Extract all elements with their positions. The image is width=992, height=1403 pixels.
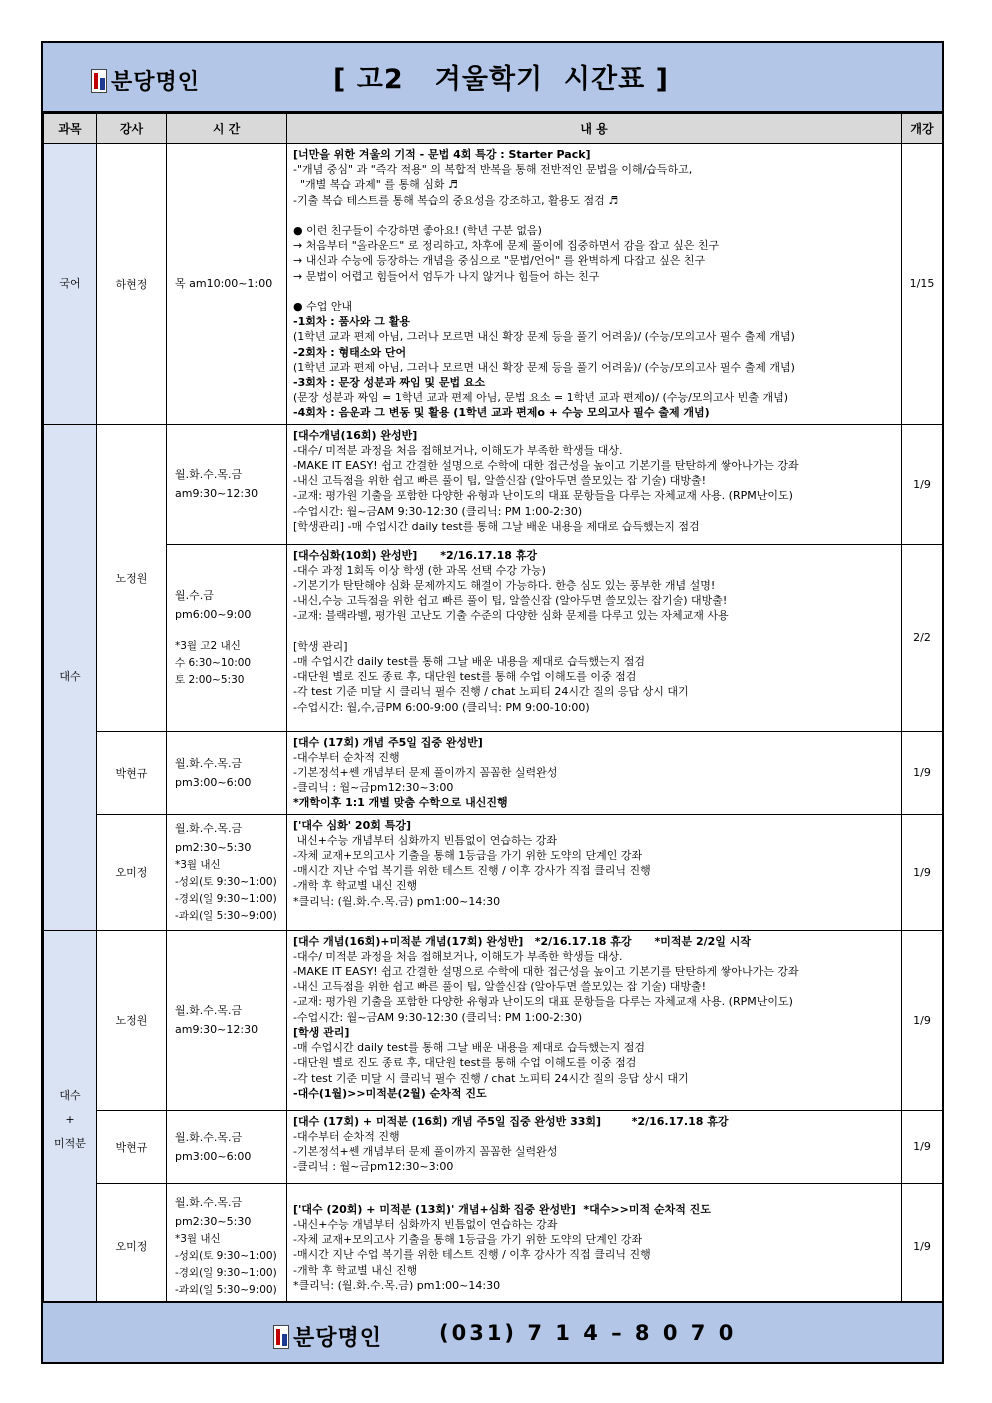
footer-logo [273,1321,382,1352]
content-line: [학생관리] -매 수업시간 daily test를 통해 그날 배운 내용을 제대로 습득했는지 점검 [293,519,700,533]
content-line: -자체 교재+모의고사 기출을 통해 1등급을 가기 위한 도약의 단계인 강좌 [293,849,643,863]
time-text: 목 am10:00~1:00 [175,277,273,291]
time-line: 월.수.금 [175,589,214,603]
time-line: -과외(일 5:30~9:00) [175,910,277,923]
content-line [293,624,895,639]
content-line: -클리닉 : 월~금pm12:30~3:00 [293,1160,454,1174]
content-line: *개학이후 1:1 개별 맞춤 수학으로 내신진행 [293,796,508,810]
table-row [44,424,943,544]
time-cell [167,1110,287,1183]
start-count-cell: 1/9 [902,424,943,544]
content-line: -대수부터 순차적 진행 [293,750,400,764]
content-line: -3회차 : 문장 성분과 짜임 및 문법 요소 [293,376,486,390]
time-cell [167,1183,287,1309]
teacher-cell: 하현정 [97,144,167,425]
teacher-cell: 노정원 [97,930,167,1110]
teacher-cell: 박현규 [97,731,167,814]
time-line: pm2:30~5:30 [175,1215,252,1229]
time-line: 토 2:00~5:30 [175,674,245,687]
start-count-cell: 2/2 [902,544,943,731]
content-line: -교재: 평가원 기출을 포함한 다양한 유형과 난이도의 대표 문항들을 다루는 자체교재 사용. (RPM난이도) [293,489,793,503]
time-main [175,586,286,624]
content-line: -매시간 지난 수업 복기를 위한 테스트 진행 / 이후 강사가 직접 클리닉 진행 [293,864,651,878]
start-count-cell: 1/9 [902,930,943,1110]
content-line: [대수 개념(16회)+미적분 개념(17회) 완성반] *2/16.17.18 휴강 *미적분 2/2일 시작 [293,934,751,948]
content-cell [287,1110,902,1183]
footer-brand-name: 분당명인 [293,1326,383,1351]
time-notes [175,857,286,925]
teacher-cell: 노정원 [97,424,167,731]
content-line: -매시간 지난 수업 복기를 위한 테스트 진행 / 이후 강사가 직접 클리닉 진행 [293,1248,651,1262]
content-line: -대단원 별로 진도 종료 후, 대단원 test를 통해 수업 이해도를 이중 점검 [293,670,637,684]
time-line: *3월 내신 [175,1233,221,1246]
content-line: -대수/ 미적분 과정을 처음 접해보거나, 이해도가 부족한 학생들 대상. [293,443,623,457]
content-line: -대수 과정 1회독 이상 학생 (한 과목 선택 수강 가능) [293,563,546,577]
time-line: -경외(일 9:30~1:00) [175,1267,277,1280]
start-count-cell: 1/15 [902,144,943,425]
content-line: -교재: 평가원 기출을 포함한 다양한 유형과 난이도의 대표 문항들을 다루는 자체교재 사용. (RPM난이도) [293,995,793,1009]
content-line: *클리닉: (월.화.수.목.금) pm1:00~14:30 [293,1278,501,1292]
content-line: -교재: 블랙라벨, 평가원 고난도 기출 수준의 다양한 심화 문제를 다루고 있는 자체교재 사용 [293,609,729,623]
time-line: -성외(토 9:30~1:00) [175,1250,277,1263]
teacher-cell: 오미정 [97,1183,167,1309]
content-line: -각 test 기준 미달 시 클리닉 필수 진행 / chat 노피티 24시간 질의 응답 상시 대기 [293,685,689,699]
time-line: 수 6:30~10:00 [175,657,252,670]
content-line: -1회차 : 품사와 그 활용 [293,315,410,329]
time-line: -성외(토 9:30~1:00) [175,876,277,889]
title-banner [43,43,942,113]
content-line: -대수(1월)>>미적분(2월) 순차적 진도 [293,1086,487,1100]
content-line: -기본정석+쎈 개념부터 문제 풀이까지 꼼꼼한 실력완성 [293,766,558,780]
content-line: [대수 (17회) 개념 주5일 집중 완성반] [293,735,483,749]
time-line: pm2:30~5:30 [175,841,252,855]
time-line: pm6:00~9:00 [175,608,252,622]
time-line: 월.화.수.목.금 [175,756,243,770]
content-cell [287,930,902,1110]
column-header-teacher: 강사 [97,114,167,144]
time-line: -과외(일 5:30~9:00) [175,1284,277,1297]
brand-logo-icon [91,69,107,93]
table-row [44,814,943,930]
content-line: -내신,수능 고득점을 위한 쉽고 빠른 풀이 팁, 알쓸신잡 (알아두면 쓸모있는 잡기술) 대방출! [293,594,728,608]
start-count-cell: 1/9 [902,731,943,814]
content-line: -매 수업시간 daily test를 통해 그날 배운 내용을 제대로 습득했는지 점검 [293,655,646,669]
page-title: [ 고2 겨울학기 시간표 ] [333,64,669,95]
time-line: am9:30~12:30 [175,1023,259,1037]
content-line: [대수심화(10회) 완성반] *2/16.17.18 휴강 [293,548,538,562]
content-cell [287,814,902,930]
time-cell [167,814,287,930]
content-line: -개학 후 학교별 내신 진행 [293,1263,418,1277]
table-row [44,1183,943,1309]
content-line: "개별 복습 과제" 를 통해 심화 ♬ [293,178,458,192]
time-line: pm3:00~6:00 [175,1149,252,1163]
time-cell [167,930,287,1110]
content-line: -기본기가 탄탄해야 심화 문제까지도 해결이 가능하다. 한층 심도 있는 풍부한 개념 설명! [293,579,716,593]
timetable-page [41,41,944,1364]
time-line: -경외(일 9:30~1:00) [175,893,277,906]
content-line: -기본정석+쎈 개념부터 문제 풀이까지 꼼꼼한 실력완성 [293,1145,558,1159]
column-header-content: 내 용 [287,114,902,144]
content-line: -대수/ 미적분 과정을 처음 접해보거나, 이해도가 부족한 학생들 대상. [293,949,623,963]
start-count-cell: 1/9 [902,1110,943,1183]
time-cell [167,731,287,814]
time-cell [167,544,287,731]
table-row [44,144,943,425]
content-line: -2회차 : 형태소와 단어 [293,345,407,359]
time-line: 월.화.수.목.금 [175,1196,243,1210]
content-line: -개학 후 학교별 내신 진행 [293,879,418,893]
table-row [44,1110,943,1183]
phone-number: (031) 7 1 4 – 8 0 7 0 [439,1321,737,1345]
content-line: -수업시간: 월~금AM 9:30-12:30 (클리닉: PM 1:00-2:30) [293,1010,583,1024]
time-line: pm3:00~6:00 [175,775,252,789]
content-cell [287,544,902,731]
content-line: -각 test 기준 미달 시 클리닉 필수 진행 / chat 노피티 24시간 질의 응답 상시 대기 [293,1071,689,1085]
content-line: -내신 고득점을 위한 쉽고 빠른 풀이 팁, 알쓸신잡 (알아두면 쓸모있는 잡 기술) 대방출! [293,474,707,488]
table-row [44,544,943,731]
content-cell [287,731,902,814]
content-cell [287,1183,902,1309]
content-line: *클리닉: (월.화.수.목.금) pm1:00~14:30 [293,894,501,908]
content-line [293,284,895,299]
footer-banner [43,1301,942,1362]
time-main [175,1193,286,1231]
subject-cell: 국어 [44,144,97,425]
content-line: -수업시간: 월,수,금PM 6:00-9:00 (클리닉: PM 9:00-10:00) [293,700,590,714]
time-line: *3월 고2 내신 [175,640,241,653]
content-cell [287,424,902,544]
time-line: am9:30~12:30 [175,487,259,501]
time-line: 월.화.수.목.금 [175,1004,243,1018]
content-line: → 문법이 어렵고 힘들어서 엄두가 나지 않거나 힘들어 하는 친구 [293,269,600,283]
content-line: 내신+수능 개념부터 심화까지 빈틈없이 연습하는 강좌 [293,833,557,847]
content-line: ● 수업 안내 [293,300,353,314]
brand-logo [91,65,200,96]
schedule-table [43,113,943,1310]
content-line: (1학년 교과 편제 아님, 그러나 모르면 내신 확장 문제 등을 풀기 어려움)/ (수능/모의고사 필수 출제 개념) [293,360,795,374]
time-notes [175,1231,286,1299]
brand-name: 분당명인 [111,70,201,95]
content-line: ['대수 (20회) + 미적분 (13회)' 개념+심화 집중 완성반] *대수>>미적 순차적 진도 [293,1202,711,1216]
table-row [44,731,943,814]
content-line: -대수부터 순차적 진행 [293,1129,400,1143]
brand-logo-icon [273,1325,289,1349]
content-line: -기출 복습 테스트를 통해 복습의 중요성을 강조하고, 활용도 점검 ♬ [293,193,619,207]
content-line: -수업시간: 월~금AM 9:30-12:30 (클리닉: PM 1:00-2:30) [293,504,583,518]
time-line: 월.화.수.목.금 [175,468,243,482]
content-line: (문장 성분과 짜임 = 1학년 교과 편제 아님, 문법 요소 = 1학년 교과 편제o)/ (수능/모의고사 빈출 개념) [293,391,789,405]
time-cell [167,424,287,544]
content-line: -"개념 중심" 과 "즉각 적용" 의 복합적 반복을 통해 전반적인 문법을 이해/습득하고, [293,163,693,177]
time-line: *3월 내신 [175,859,221,872]
subject-cell: 대수 + 미적분 [44,930,97,1309]
subject-cell: 대수 [44,424,97,930]
start-count-cell: 1/9 [902,814,943,930]
content-line: [학생 관리] [293,639,348,653]
content-line: -내신+수능 개념부터 심화까지 빈틈없이 연습하는 강좌 [293,1218,558,1232]
content-line: -클리닉 : 월~금pm12:30~3:00 [293,781,454,795]
teacher-cell: 오미정 [97,814,167,930]
table-row [44,930,943,1110]
content-line [293,1187,895,1202]
teacher-cell: 박현규 [97,1110,167,1183]
content-line: [너만을 위한 겨울의 기적 - 문법 4회 특강 : Starter Pack] [293,148,591,161]
content-line [293,208,895,223]
content-line: ['대수 심화' 20회 특강] [293,818,411,832]
time-cell [167,144,287,425]
content-line: [대수 (17회) + 미적분 (16회) 개념 주5일 집중 완성반 33회] *2/16.17.18 휴강 [293,1114,729,1128]
content-line: [학생 관리] [293,1025,350,1039]
content-line: → 내신과 수능에 등장하는 개념을 중심으로 "문법/언어" 를 완벽하게 다잡고 싶은 친구 [293,254,706,268]
content-line: -내신 고득점을 위한 쉽고 빠른 풀이 팁, 알쓸신잡 (알아두면 쓸모있는 잡 기술) 대방출! [293,980,707,994]
content-line: → 처음부터 "올라운드" 로 정리하고, 차후에 문제 풀이에 집중하면서 감을 잡고 싶은 친구 [293,239,720,253]
time-line: 월.화.수.목.금 [175,822,243,836]
content-line: -MAKE IT EASY! 쉽고 간결한 설명으로 수학에 대한 접근성을 높이고 기본기를 탄탄하게 쌓아나가는 강좌 [293,965,799,979]
content-line: -자체 교재+모의고사 기출을 통해 1등급을 가기 위한 도약의 단계인 강좌 [293,1233,643,1247]
table-header-row [44,114,943,144]
content-cell [287,144,902,425]
time-line: 월.화.수.목.금 [175,1130,243,1144]
column-header-time: 시 간 [167,114,287,144]
content-line: -대단원 별로 진도 종료 후, 대단원 test를 통해 수업 이해도를 이중 점검 [293,1056,637,1070]
column-header-start: 개강 [902,114,943,144]
content-line: ● 이런 친구들이 수강하면 좋아요! (학년 구분 없음) [293,224,542,238]
start-count-cell: 1/9 [902,1183,943,1309]
content-line: -4회차 : 음운과 그 변동 및 활용 (1학년 교과 편제o + 수능 모의고사 필수 출제 개념) [293,406,710,420]
content-line: (1학년 교과 편제 아님, 그러나 모르면 내신 확장 문제 등을 풀기 어려움)/ (수능/모의고사 필수 출제 개념) [293,330,795,344]
column-header-subject: 과목 [44,114,97,144]
time-notes [175,638,286,689]
content-line: -매 수업시간 daily test를 통해 그날 배운 내용을 제대로 습득했는지 점검 [293,1041,646,1055]
content-line: -MAKE IT EASY! 쉽고 간결한 설명으로 수학에 대한 접근성을 높이고 기본기를 탄탄하게 쌓아나가는 강좌 [293,459,799,473]
time-main [175,819,286,857]
content-line: [대수개념(16회) 완성반] [293,428,418,442]
